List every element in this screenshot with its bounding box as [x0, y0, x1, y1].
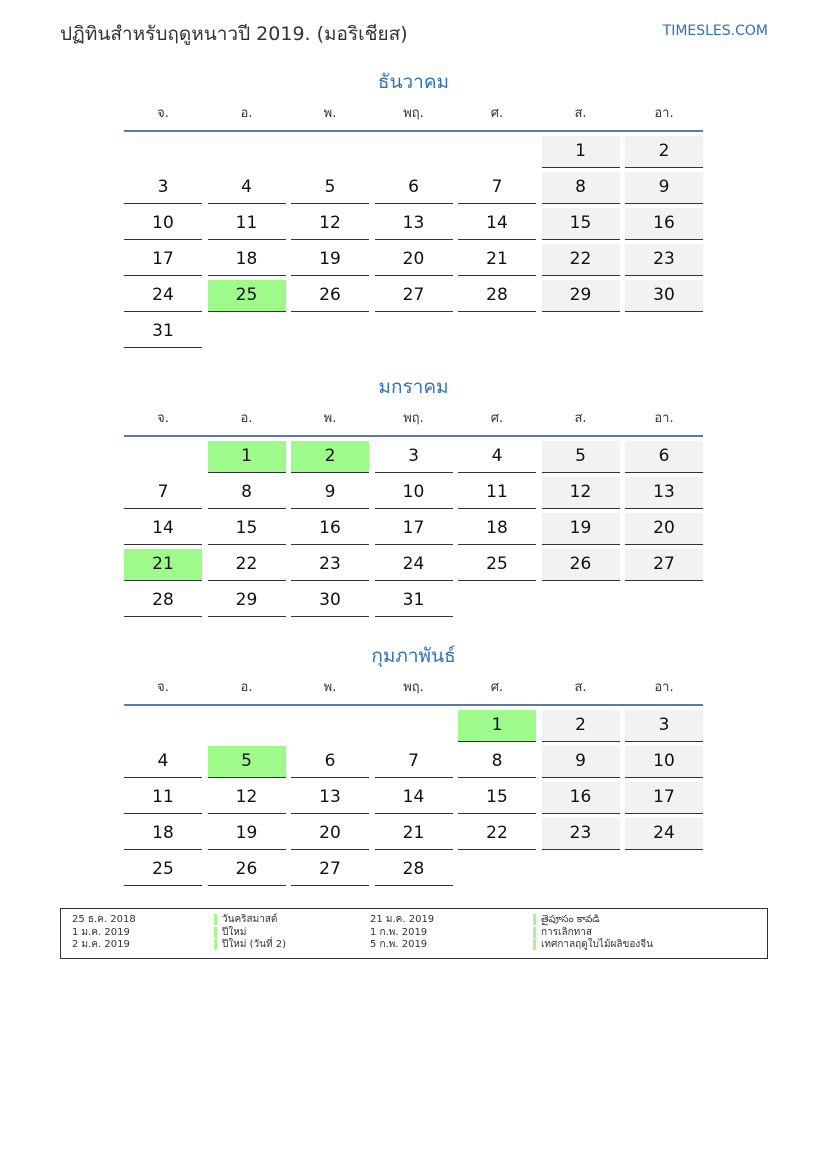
legend-holiday	[214, 938, 286, 951]
day-cell: 3	[124, 172, 202, 204]
day-cell: 19	[291, 244, 369, 276]
day-cell: 19	[542, 513, 620, 545]
day-cell: 12	[542, 477, 620, 509]
empty-cell	[291, 710, 369, 741]
weekday-label: ส.	[574, 411, 587, 426]
empty-cell	[124, 441, 202, 472]
weekday-label: อา.	[654, 106, 674, 121]
empty-cell	[124, 136, 202, 167]
day-cell: 5	[291, 172, 369, 204]
legend-holiday-name: ปีใหม่ (วันที่ 2)	[222, 939, 286, 950]
weekday-label: พฤ.	[403, 106, 424, 121]
day-cell: 22	[542, 244, 620, 276]
holiday-marker	[533, 914, 536, 925]
legend-holiday-name: การเลิกทาส	[541, 927, 592, 938]
weekday-label: อ.	[240, 106, 253, 121]
day-cell: 13	[291, 782, 369, 814]
day-cell: 20	[625, 513, 703, 545]
day-cell: 26	[208, 854, 286, 886]
month-title: ธันวาคม	[377, 71, 450, 93]
day-cell: 11	[208, 208, 286, 240]
day-cell: 3	[375, 441, 453, 473]
day-cell: 11	[124, 782, 202, 814]
legend-date: 5 ก.พ. 2019	[370, 939, 428, 950]
day-cell: 13	[375, 208, 453, 240]
day-cell: 31	[375, 585, 453, 617]
day-cell: 2	[625, 136, 703, 168]
day-cell: 14	[124, 513, 202, 545]
day-grid	[124, 136, 703, 348]
day-cell: 7	[124, 477, 202, 509]
day-cell: 7	[458, 172, 536, 204]
day-cell: 21	[375, 818, 453, 850]
month-title: มกราคม	[378, 376, 449, 398]
legend-holiday-name: เทศกาลฤดูใบไม้ผลิของจีน	[541, 939, 653, 950]
weekday-label: จ.	[157, 680, 169, 695]
legend-holiday-name: ปีใหม่	[222, 927, 247, 938]
weekday-label: อา.	[654, 680, 674, 695]
holiday-legend	[60, 908, 768, 959]
day-cell: 20	[291, 818, 369, 850]
holiday-day-cell: 21	[124, 549, 202, 581]
day-cell: 30	[625, 280, 703, 312]
weekday-label: ส.	[574, 106, 587, 121]
day-cell: 12	[291, 208, 369, 240]
weekday-label: พ.	[323, 106, 337, 121]
legend-holiday	[533, 938, 653, 951]
weekday-header	[124, 402, 703, 428]
weekday-label: ศ.	[490, 106, 504, 121]
day-cell: 17	[375, 513, 453, 545]
empty-cell	[458, 136, 536, 167]
day-cell: 18	[458, 513, 536, 545]
day-cell: 6	[291, 746, 369, 778]
day-grid	[124, 710, 703, 886]
day-cell: 22	[208, 549, 286, 581]
empty-cell	[291, 136, 369, 167]
day-cell: 4	[208, 172, 286, 204]
day-cell: 4	[124, 746, 202, 778]
header-divider	[124, 130, 703, 132]
day-cell: 2	[542, 710, 620, 742]
day-cell: 12	[208, 782, 286, 814]
day-cell: 18	[208, 244, 286, 276]
day-cell: 27	[625, 549, 703, 581]
day-cell: 16	[625, 208, 703, 240]
day-cell: 30	[291, 585, 369, 617]
weekday-header	[124, 97, 703, 123]
day-cell: 18	[124, 818, 202, 850]
month-block	[124, 67, 703, 348]
day-cell: 25	[124, 854, 202, 886]
day-cell: 28	[124, 585, 202, 617]
day-cell: 27	[375, 280, 453, 312]
legend-holiday-name: తైపూసం కావడి	[541, 914, 600, 925]
weekday-label: อ.	[240, 680, 253, 695]
day-cell: 15	[458, 782, 536, 814]
day-cell: 21	[458, 244, 536, 276]
day-cell: 20	[375, 244, 453, 276]
holiday-marker	[533, 939, 536, 950]
day-cell: 28	[375, 854, 453, 886]
day-cell: 19	[208, 818, 286, 850]
day-cell: 23	[542, 818, 620, 850]
day-cell: 3	[625, 710, 703, 742]
day-cell: 8	[208, 477, 286, 509]
day-cell: 6	[625, 441, 703, 473]
day-cell: 15	[208, 513, 286, 545]
holiday-day-cell: 1	[458, 710, 536, 742]
weekday-label: พฤ.	[403, 411, 424, 426]
day-cell: 13	[625, 477, 703, 509]
day-cell: 8	[458, 746, 536, 778]
holiday-day-cell: 5	[208, 746, 286, 778]
day-cell: 4	[458, 441, 536, 473]
weekday-label: พ.	[323, 680, 337, 695]
day-cell: 8	[542, 172, 620, 204]
day-cell: 16	[542, 782, 620, 814]
holiday-day-cell: 2	[291, 441, 369, 473]
day-cell: 26	[291, 280, 369, 312]
day-cell: 29	[208, 585, 286, 617]
weekday-label: อ.	[240, 411, 253, 426]
empty-cell	[208, 136, 286, 167]
day-cell: 23	[625, 244, 703, 276]
empty-cell	[124, 710, 202, 741]
day-cell: 29	[542, 280, 620, 312]
holiday-day-cell: 25	[208, 280, 286, 312]
page-title: ปฏิทินสำหรับฤดูหนาวปี 2019. (มอริเชียส)	[60, 23, 408, 45]
day-cell: 27	[291, 854, 369, 886]
day-cell: 7	[375, 746, 453, 778]
day-grid	[124, 441, 703, 617]
day-cell: 11	[458, 477, 536, 509]
day-cell: 9	[542, 746, 620, 778]
holiday-day-cell: 1	[208, 441, 286, 473]
empty-cell	[375, 136, 453, 167]
day-cell: 17	[124, 244, 202, 276]
day-cell: 9	[291, 477, 369, 509]
month-block	[124, 641, 703, 886]
weekday-label: ส.	[574, 680, 587, 695]
day-cell: 22	[458, 818, 536, 850]
header-divider	[124, 435, 703, 437]
weekday-label: จ.	[157, 106, 169, 121]
weekday-label: อา.	[654, 411, 674, 426]
weekday-label: ศ.	[490, 411, 504, 426]
legend-date: 2 ม.ค. 2019	[72, 939, 130, 950]
day-cell: 6	[375, 172, 453, 204]
holiday-marker	[214, 939, 217, 950]
day-cell: 23	[291, 549, 369, 581]
weekday-header	[124, 671, 703, 697]
day-cell: 14	[375, 782, 453, 814]
day-cell: 15	[542, 208, 620, 240]
day-cell: 24	[124, 280, 202, 312]
legend-holiday	[214, 913, 277, 926]
legend-date: 1 ม.ค. 2019	[72, 927, 130, 938]
weekday-label: ศ.	[490, 680, 504, 695]
legend-date: 25 ธ.ค. 2018	[72, 914, 136, 925]
empty-cell	[375, 710, 453, 741]
day-cell: 17	[625, 782, 703, 814]
day-cell: 24	[625, 818, 703, 850]
empty-cell	[208, 710, 286, 741]
weekday-label: พ.	[323, 411, 337, 426]
day-cell: 26	[542, 549, 620, 581]
legend-date: 21 ม.ค. 2019	[370, 914, 435, 925]
day-cell: 24	[375, 549, 453, 581]
day-cell: 10	[375, 477, 453, 509]
header-divider	[124, 704, 703, 706]
day-cell: 5	[542, 441, 620, 473]
month-block	[124, 372, 703, 617]
day-cell: 1	[542, 136, 620, 168]
day-cell: 10	[124, 208, 202, 240]
legend-date: 1 ก.พ. 2019	[370, 927, 428, 938]
day-cell: 31	[124, 316, 202, 348]
holiday-marker	[214, 927, 217, 938]
site-link[interactable]: TIMESLES.COM	[662, 23, 768, 39]
month-title: กุมภาพันธ์	[371, 645, 456, 667]
day-cell: 25	[458, 549, 536, 581]
day-cell: 10	[625, 746, 703, 778]
day-cell: 9	[625, 172, 703, 204]
day-cell: 28	[458, 280, 536, 312]
legend-holiday	[533, 913, 600, 926]
weekday-label: จ.	[157, 411, 169, 426]
holiday-marker	[214, 914, 217, 925]
legend-holiday-name: วันคริสมาสต์	[222, 914, 278, 925]
day-cell: 14	[458, 208, 536, 240]
holiday-marker	[533, 927, 536, 938]
day-cell: 16	[291, 513, 369, 545]
weekday-label: พฤ.	[403, 680, 424, 695]
